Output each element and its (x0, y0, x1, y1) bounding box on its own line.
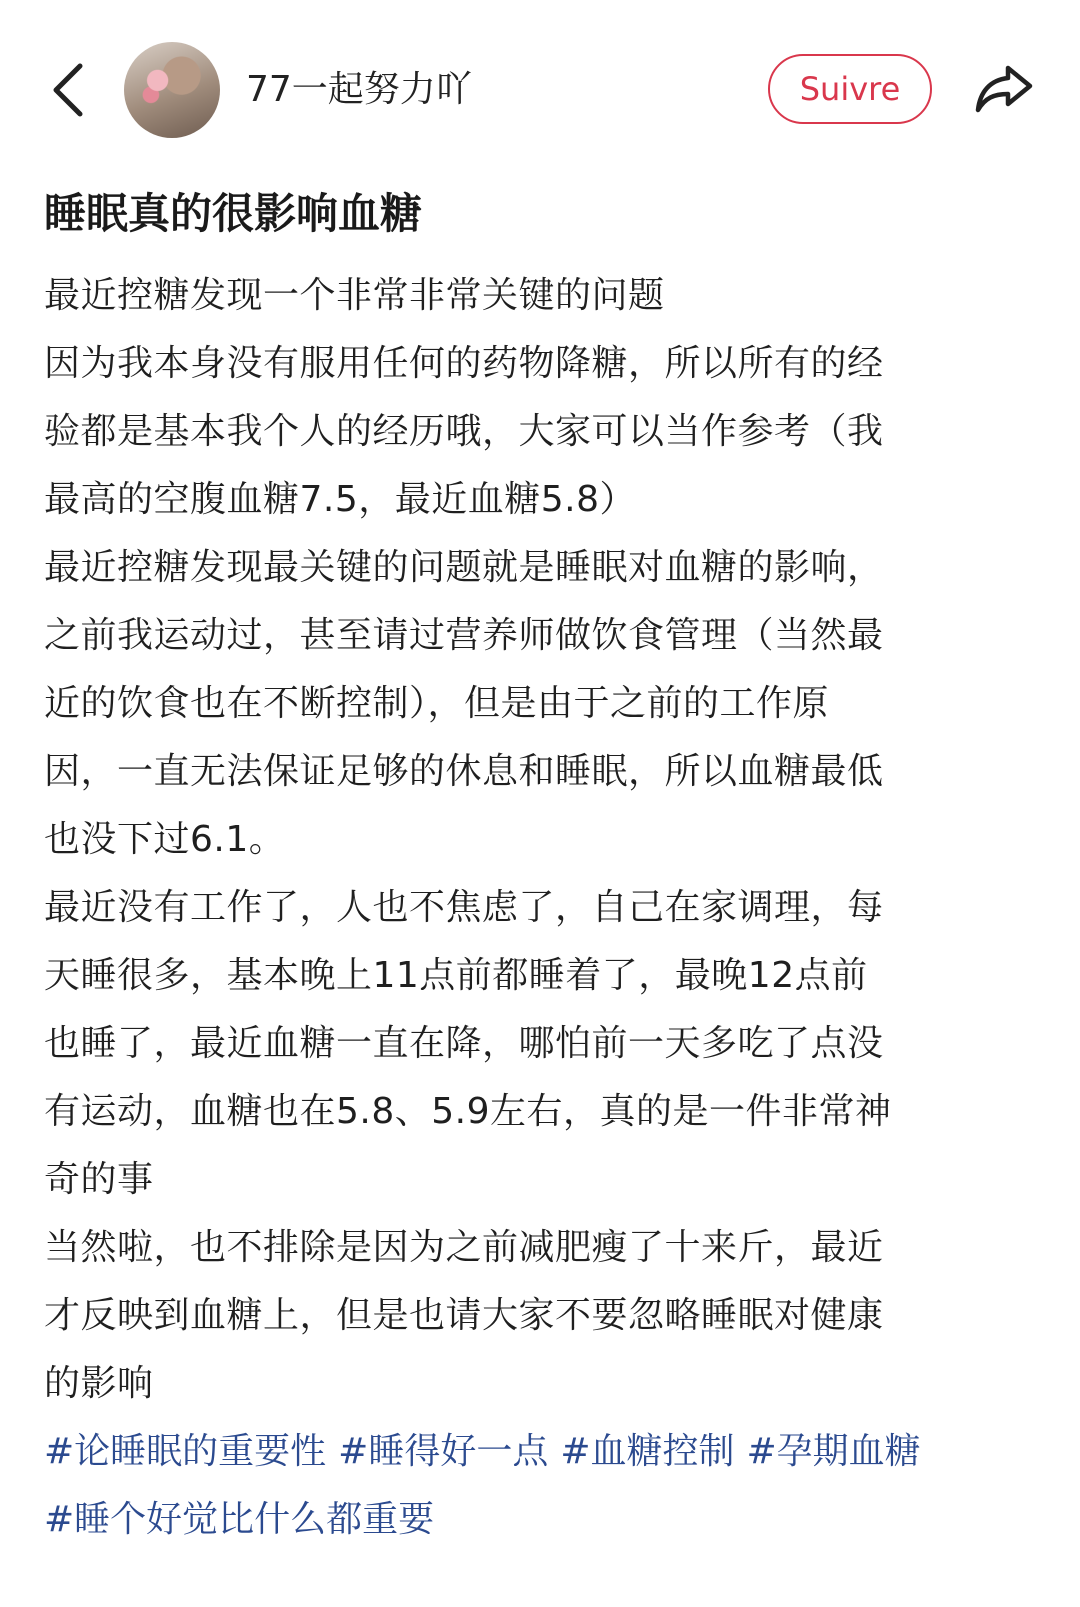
body-line: 因，一直无法保证足够的休息和睡眠，所以血糖最低 (44, 751, 884, 792)
share-arrow-icon (974, 62, 1034, 114)
body-line: 才反映到血糖上，但是也请大家不要忽略睡眠对健康 (44, 1295, 884, 1336)
body-line: 因为我本身没有服用任何的药物降糖，所以所有的经 (44, 343, 884, 384)
body-line: 天睡很多，基本晚上11点前都睡着了，最晚12点前 (44, 955, 868, 996)
hashtag-list (44, 1418, 1054, 1554)
body-line: 近的饮食也在不断控制），但是由于之前的工作原 (44, 683, 830, 724)
body-line: 当然啦，也不排除是因为之前减肥瘦了十来斤，最近 (44, 1227, 884, 1268)
share-button[interactable] (968, 56, 1040, 120)
hashtag-link[interactable]: #睡得好一点 (338, 1431, 549, 1472)
post-title: 睡眠真的很影响血糖 (44, 189, 423, 238)
hashtag-link[interactable]: #论睡眠的重要性 (44, 1431, 327, 1472)
hashtag-row (44, 1418, 1054, 1486)
hashtag-link[interactable]: #血糖控制 (560, 1431, 735, 1472)
hashtag-row (44, 1486, 1054, 1554)
back-button[interactable] (40, 58, 96, 122)
avatar[interactable] (124, 42, 220, 138)
body-line: 也睡了，最近血糖一直在降，哪怕前一天多吃了点没 (44, 1023, 884, 1064)
hashtag-link[interactable]: #孕期血糖 (746, 1431, 921, 1472)
body-line: 最高的空腹血糖7.5，最近血糖5.8） (44, 479, 637, 520)
body-line: 最近控糖发现最关键的问题就是睡眠对血糖的影响， (44, 547, 884, 588)
body-line: 也没下过6.1。 (44, 819, 286, 860)
hashtag-link[interactable]: #睡个好觉比什么都重要 (44, 1499, 435, 1540)
body-line: 验都是基本我个人的经历哦，大家可以当作参考（我 (44, 411, 884, 452)
post-header (0, 0, 1080, 180)
body-line: 之前我运动过，甚至请过营养师做饮食管理（当然最 (44, 615, 884, 656)
post-body (44, 262, 1044, 1418)
follow-button[interactable]: Suivre (768, 54, 932, 124)
body-line: 最近控糖发现一个非常非常关键的问题 (44, 275, 665, 316)
body-line: 有运动，血糖也在5.8、5.9左右，真的是一件非常神 (44, 1091, 892, 1132)
body-line: 的影响 (44, 1363, 154, 1404)
username[interactable]: 77一起努力吖 (246, 69, 472, 110)
chevron-left-icon (50, 62, 86, 118)
body-line: 最近没有工作了，人也不焦虑了，自己在家调理，每 (44, 887, 884, 928)
body-line: 奇的事 (44, 1159, 154, 1200)
